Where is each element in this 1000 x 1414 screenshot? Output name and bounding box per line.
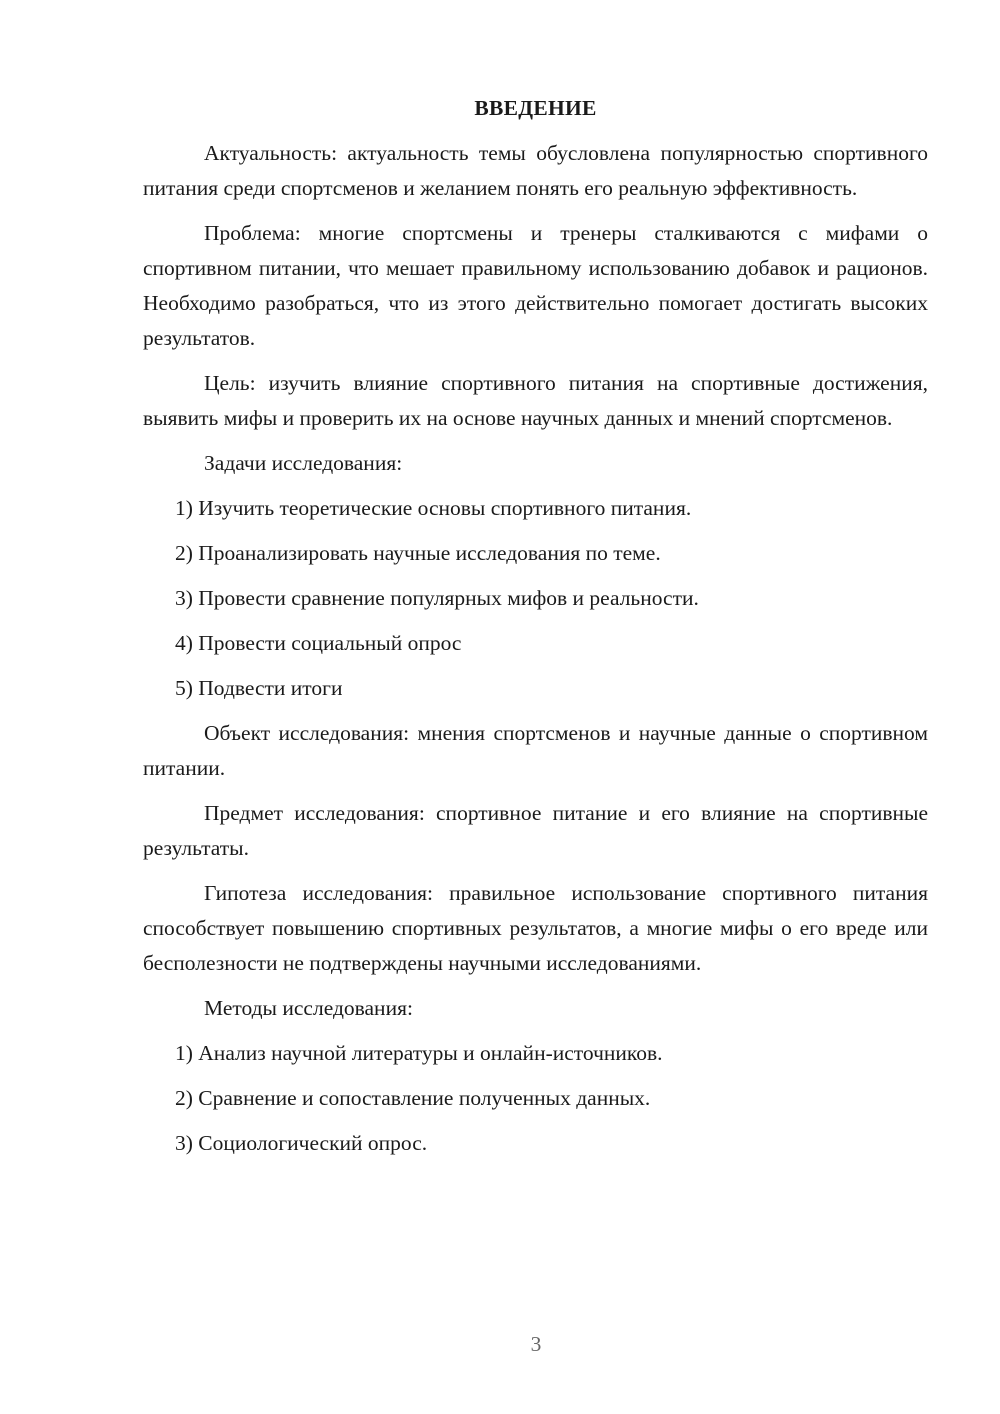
problem-paragraph: Проблема: многие спортсмены и тренеры сталкиваются с мифами о спортивном питании, что мешает правильному использованию добавок и рационов. Необходимо разобраться, что из этого действительно помогает достигать высоких результатов. (143, 221, 928, 350)
page-number: 3 (530, 1332, 542, 1356)
document-body (143, 91, 928, 1161)
tasks-label: Задачи исследования: (204, 451, 403, 475)
methods-list (143, 1036, 928, 1161)
list-item: 2) Сравнение и сопоставление полученных данных. (175, 1086, 651, 1110)
list-item: 4) Провести социальный опрос (175, 631, 462, 655)
list-item: 3) Провести сравнение популярных мифов и реальности. (175, 586, 699, 610)
methods-label: Методы исследования: (204, 996, 413, 1020)
list-item: 1) Анализ научной литературы и онлайн-источников. (175, 1041, 663, 1065)
object-paragraph: Объект исследования: мнения спортсменов и научные данные о спортивном питании. (143, 721, 928, 780)
subject-paragraph: Предмет исследования: спортивное питание и его влияние на спортивные результаты. (143, 801, 928, 860)
tasks-list (143, 491, 928, 706)
hypothesis-paragraph: Гипотеза исследования: правильное использование спортивного питания способствует повышению спортивных результатов, а многие мифы о его вреде или бесполезности не подтверждены научными исследованиями. (143, 881, 928, 975)
section-title: ВВЕДЕНИЕ (474, 96, 597, 120)
list-item: 5) Подвести итоги (175, 676, 343, 700)
relevance-paragraph: Актуальность: актуальность темы обусловлена популярностью спортивного питания среди спортсменов и желанием понять его реальную эффективность. (143, 141, 928, 200)
list-item: 1) Изучить теоретические основы спортивного питания. (175, 496, 692, 520)
list-item: 3) Социологический опрос. (175, 1131, 428, 1155)
list-item: 2) Проанализировать научные исследования по теме. (175, 541, 661, 565)
goal-paragraph: Цель: изучить влияние спортивного питания на спортивные достижения, выявить мифы и проверить их на основе научных данных и мнений спортсменов. (143, 371, 928, 430)
